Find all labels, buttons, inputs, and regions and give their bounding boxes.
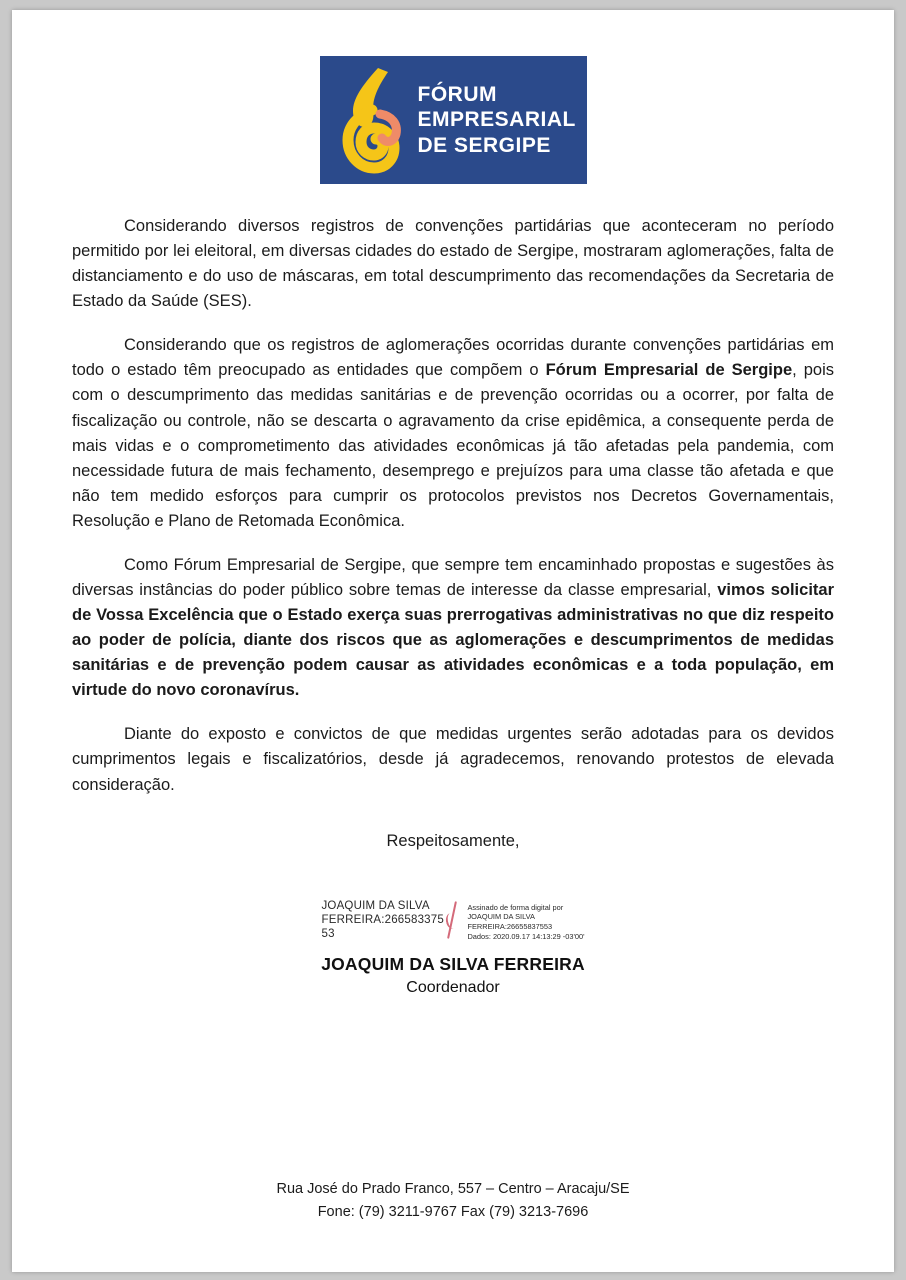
logo-line-2: EMPRESARIAL: [417, 108, 576, 132]
paragraph: [72, 214, 834, 314]
paragraph: [72, 722, 834, 797]
certificate-details: [467, 899, 584, 942]
certificate-subject-line-1: JOAQUIM DA SILVA: [321, 899, 430, 912]
body-text: Considerando diversos registros de convenções partidárias que aconteceram no período permitido por lei eleitoral, em diversas cidades do estado de Sergipe, mostraram aglomerações, falta de distanciamento e do uso de máscaras, em total descumprimento das recomendações da Secretaria de Estado da Saúde (SES).: [72, 217, 834, 311]
logo-line-1: FÓRUM: [417, 82, 497, 106]
certificate-details-line-3: FERREIRA:26655837553: [467, 921, 553, 931]
page-footer: [12, 1178, 894, 1224]
certificate-details-line-2: JOAQUIM DA SILVA: [467, 912, 535, 922]
certificate-subject-line-3: 53: [321, 928, 335, 941]
certificate-subject-line-2: FERREIRA:266583375: [321, 914, 444, 927]
document-body: [12, 214, 894, 997]
signer-name: JOAQUIM DA SILVA FERREIRA: [321, 953, 585, 974]
body-text: , pois com o descumprimento das medidas sanitárias e de prevenção ocorridas ou a ocorrer, por falta de fiscalização ou controle, não se descarta o agravamento da crise epidêmica, a consequente perda de mais vidas e o comprometimento das atividades econômicas já tão afetadas pela pandemia, com necessidade futura de mais fechamento, desemprego e prejuízos para uma classe tão afetada e que não tem medido esforços para cumprir os protocolos previstos nos Decretos Governamentais, Resolução e Plano de Retomada Econômica.: [72, 361, 834, 530]
flame-icon: [328, 64, 412, 176]
emphasis-text: vimos solicitar de Vossa Excelência que o Estado exerça suas prerrogativas administrativas no que diz respeito ao poder de polícia, diante dos riscos que as aglomerações e descumprimentos de medidas sanitárias e de prevenção podem causar as atividades econômicas e a toda população, em virtude do novo coronavírus.: [72, 581, 834, 700]
signature-flourish-icon: [445, 899, 461, 939]
paragraph: [72, 553, 834, 703]
certificate-details-line-4: Dados: 2020.09.17 14:13:29 -03'00': [467, 931, 585, 941]
emphasis-text: Fórum Empresarial de Sergipe: [545, 361, 793, 380]
document-page: [12, 10, 894, 1272]
forum-empresarial-logo: [320, 56, 587, 184]
letterhead: [12, 10, 894, 184]
logo-line-3: DE SERGIPE: [417, 133, 551, 157]
certificate-details-line-1: Assinado de forma digital por: [467, 902, 564, 912]
body-text: Diante do exposto e convictos de que medidas urgentes serão adotadas para os devidos cumprimentos legais e fiscalizatórios, desde já agradecemos, renovando protestos de elevada consideração.: [72, 725, 834, 794]
logo-wordmark: [412, 82, 576, 159]
digital-signature-block: [72, 899, 834, 942]
body-text: Como Fórum Empresarial de Sergipe, que sempre tem encaminhado propostas e sugestões às diversas instâncias do poder público sobre temas de interesse da classe empresarial,: [72, 555, 834, 600]
body-text: Considerando que os registros de aglomerações ocorridas durante convenções partidárias em todo o estado têm preocupado as entidades que compõem o: [72, 336, 834, 380]
closing-salutation: Respeitosamente,: [386, 831, 520, 850]
footer-phone: Fone: (79) 3211-9767 Fax (79) 3213-7696: [317, 1203, 589, 1220]
signer-role: Coordenador: [406, 978, 500, 996]
certificate-subject: [321, 899, 444, 942]
paragraph: [72, 333, 834, 534]
footer-address: Rua José do Prado Franco, 557 – Centro – Aracaju/SE: [276, 1180, 630, 1197]
